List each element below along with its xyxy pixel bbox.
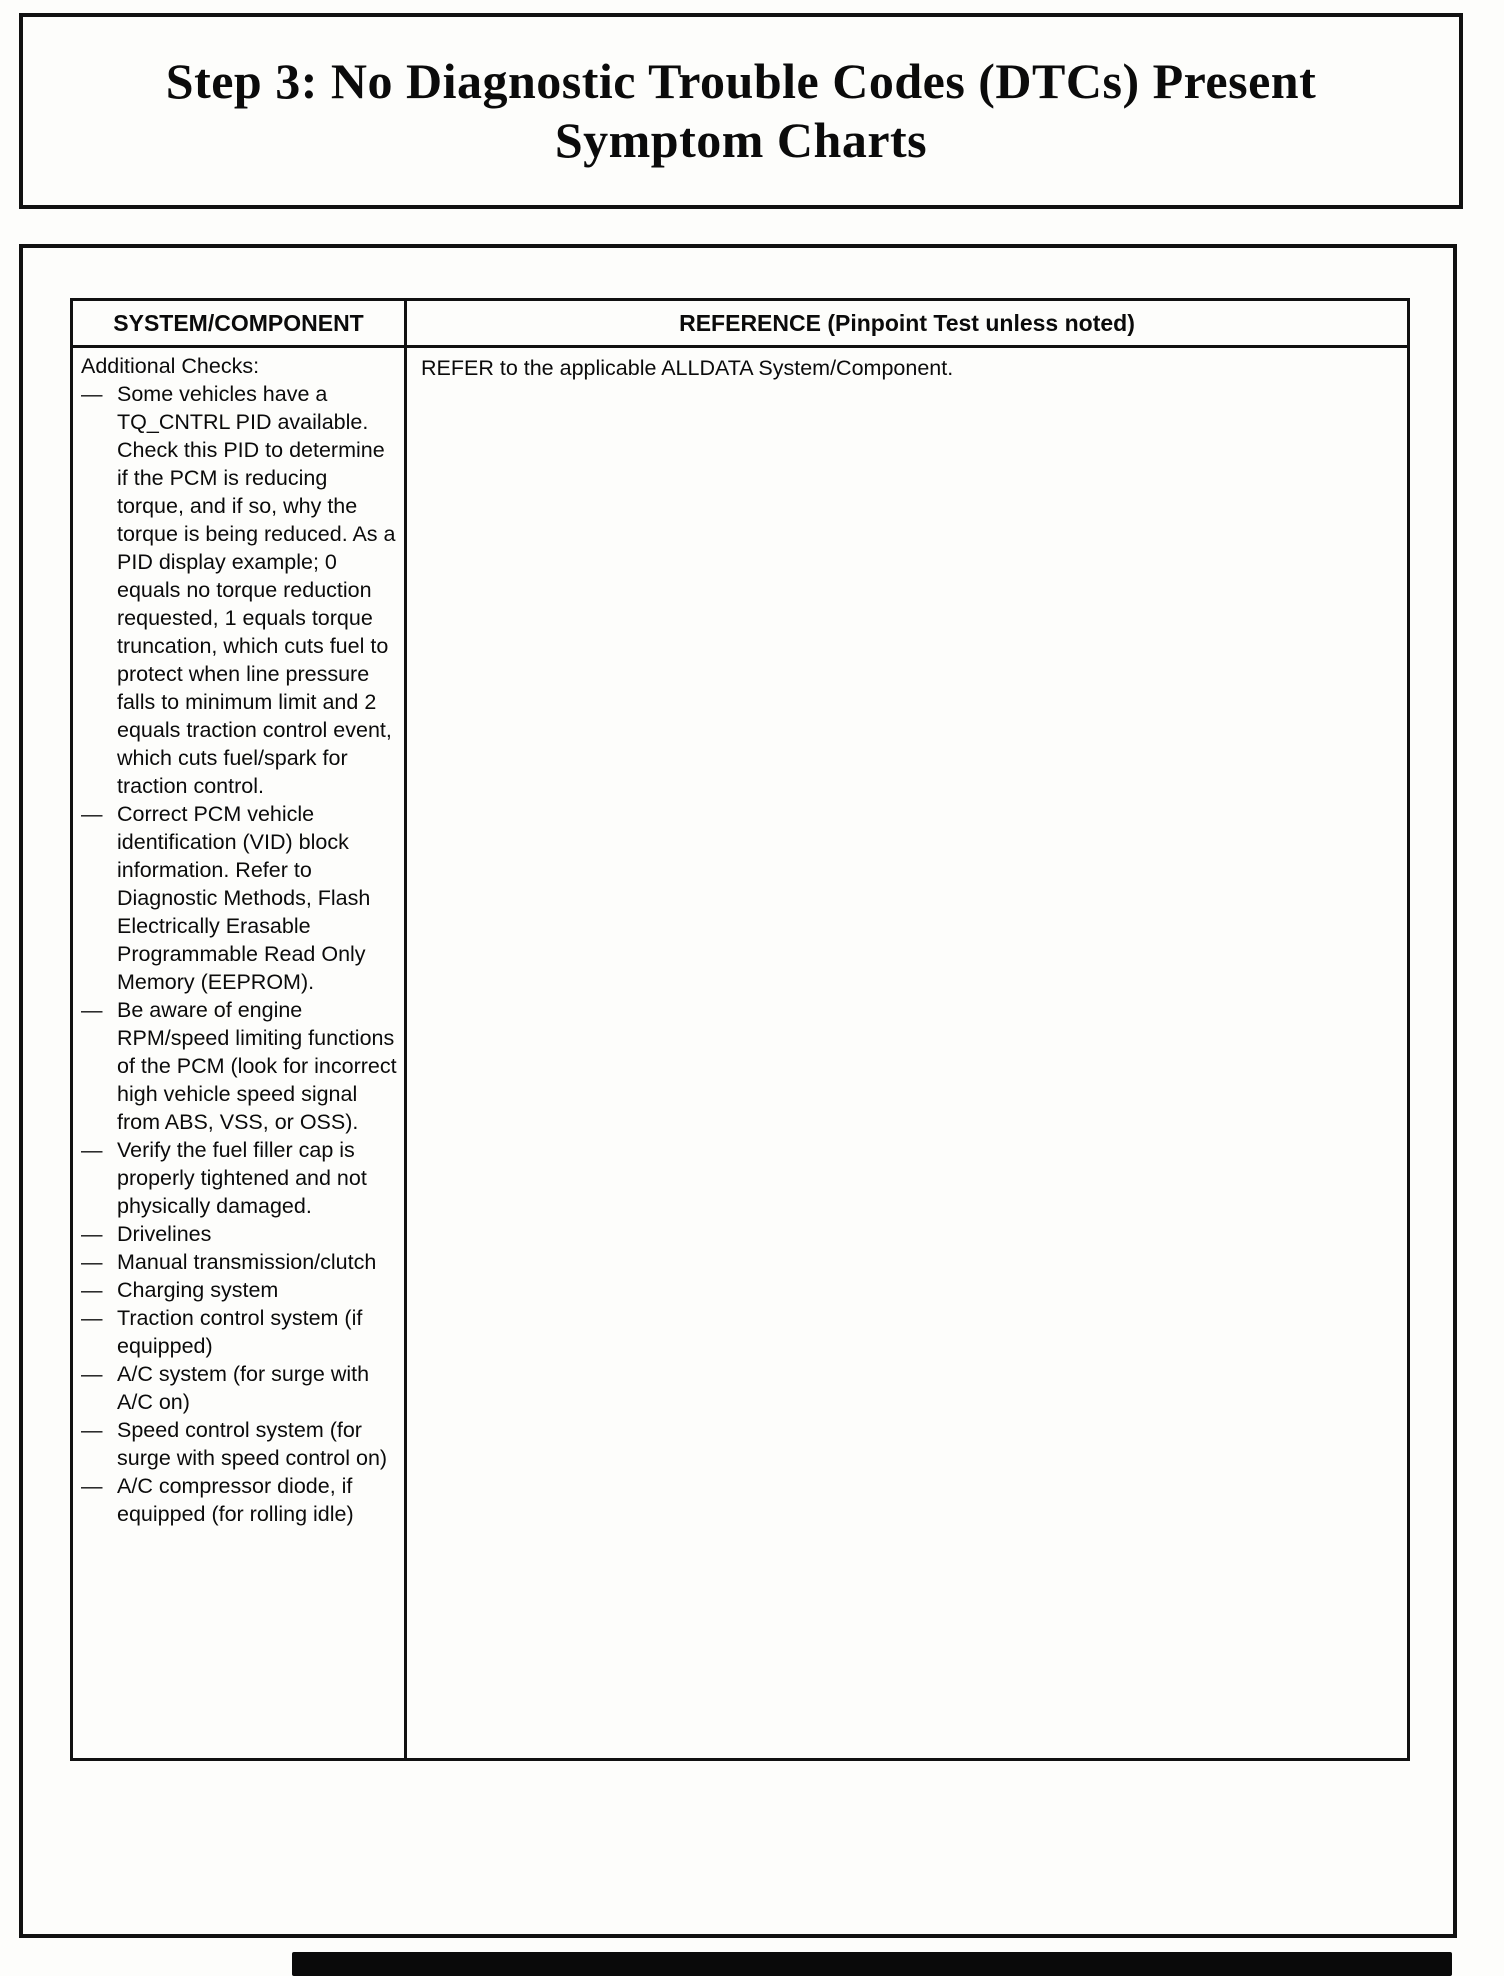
check-item-text: Speed control system (for surge with speed control on) (117, 1418, 388, 1470)
check-list-item (81, 1248, 398, 1276)
check-item-text: Be aware of engine RPM/speed limiting functions of the PCM (look for incorrect high vehicle speed signal from ABS, VSS, or OSS). (117, 998, 397, 1134)
dash-bullet: — (81, 998, 101, 1022)
check-list-item (81, 380, 398, 800)
column-header-reference: REFERENCE (Pinpoint Test unless noted) (679, 310, 1135, 336)
check-item-text: A/C compressor diode, if equipped (for rolling idle) (117, 1474, 354, 1526)
check-item-text: A/C system (for surge with A/C on) (117, 1362, 370, 1414)
dash-bullet: — (81, 1306, 101, 1330)
check-item-text: Manual transmission/clutch (117, 1250, 377, 1274)
check-item-text: Traction control system (if equipped) (117, 1306, 363, 1358)
dash-bullet: — (81, 1250, 101, 1274)
page-title-line2: Symptom Charts (554, 112, 928, 168)
table-header-row (73, 301, 1407, 348)
reference-text: REFER to the applicable ALLDATA System/Component. (421, 356, 954, 380)
dash-bullet: — (81, 1474, 101, 1498)
additional-checks-heading: Additional Checks: (81, 354, 260, 378)
scan-edge-artifact (292, 1952, 1452, 1976)
check-list-item (81, 996, 398, 1136)
page-title-line1: Step 3: No Diagnostic Trouble Codes (DTCs) Present (165, 53, 1317, 109)
dash-bullet: — (81, 802, 101, 826)
check-item-text: Charging system (117, 1278, 279, 1302)
dash-bullet: — (81, 382, 101, 406)
check-list-item (81, 1136, 398, 1220)
check-list-item (81, 1304, 398, 1360)
column-header-system-component: SYSTEM/COMPONENT (73, 301, 407, 345)
dash-bullet: — (81, 1362, 101, 1386)
check-item-text: Correct PCM vehicle identification (VID) block information. Refer to Diagnostic Methods, Flash Electrically Erasable Programmable Read Only Memory (EEPROM). (117, 802, 371, 994)
symptom-chart-table (70, 298, 1410, 1761)
check-list-item (81, 1220, 398, 1248)
check-item-text: Some vehicles have a TQ_CNTRL PID available. Check this PID to determine if the PCM is reducing torque, and if so, why the torque is being reduced. As a PID display example; 0 equals no torque reduction requested, 1 equals torque truncation, which cuts fuel to protect when line pressure falls to minimum limit and 2 equals traction control event, which cuts fuel/spark for traction control. (117, 382, 396, 798)
reference-cell (407, 348, 1407, 1758)
page-title (166, 52, 1316, 170)
dash-bullet: — (81, 1418, 101, 1442)
check-list-item (81, 1276, 398, 1304)
table-body-row (73, 348, 1407, 1758)
dash-bullet: — (81, 1222, 101, 1246)
system-component-cell (73, 348, 407, 1758)
dash-bullet: — (81, 1278, 101, 1302)
check-item-text: Verify the fuel filler cap is properly tightened and not physically damaged. (117, 1138, 367, 1218)
checks-list (81, 380, 398, 1528)
check-list-item (81, 1472, 398, 1528)
dash-bullet: — (81, 1138, 101, 1162)
check-list-item (81, 800, 398, 996)
content-frame (19, 244, 1457, 1938)
check-list-item (81, 1360, 398, 1416)
check-list-item (81, 1416, 398, 1472)
check-item-text: Drivelines (117, 1222, 212, 1246)
title-banner (19, 13, 1463, 209)
